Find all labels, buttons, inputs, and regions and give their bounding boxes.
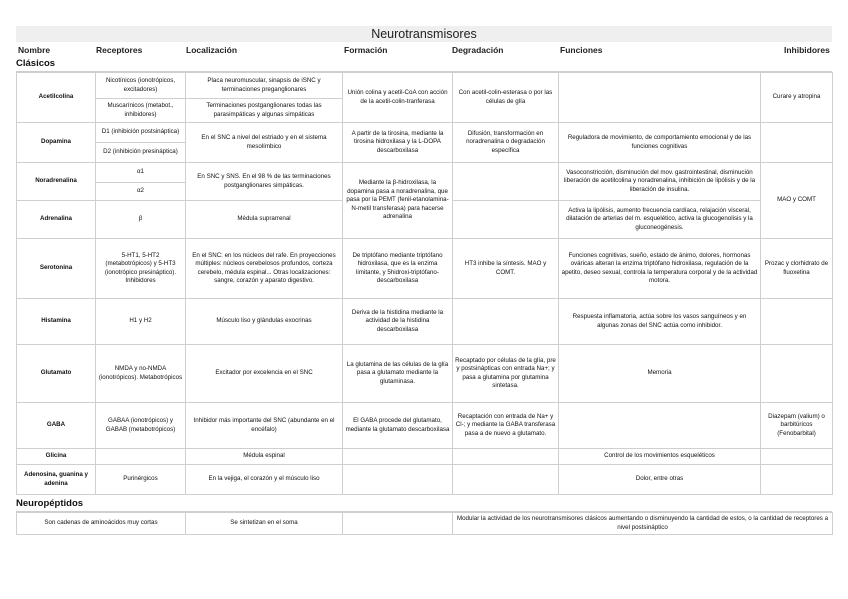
table-row [17, 239, 833, 299]
table-cell[interactable]: Inhibidor más importante del SNC (abundante en el encéfalo) [186, 403, 343, 449]
table-cell[interactable]: Unión colina y acetil-CoA con acción de la acetil-colin-tranferasa [343, 73, 453, 123]
header-degradacion: Degradación [452, 45, 504, 55]
table-cell[interactable]: α2 [96, 183, 186, 201]
table-cell[interactable]: Terminaciones postganglionares todas las parasimpáticas y algunas simpáticas [186, 99, 343, 123]
clasicos-table [16, 72, 833, 495]
table-cell[interactable]: Activa la lipólisis, aumento frecuencia cardíaca, relajación visceral, dilatación de arterias del m. esquelético, activa la glucogenolisis y la gluconeogénesis. [559, 201, 761, 239]
table-cell[interactable]: Recaptado por células de la glía, pre y postsinápticas con entrada Na+; y pasa a glutamina por glutamina sintetasa. [453, 345, 559, 403]
table-cell[interactable] [761, 299, 833, 345]
table-cell[interactable]: Prozac y clorhidrato de fluoxetina [761, 239, 833, 299]
table-row [17, 449, 833, 465]
table-cell[interactable]: Mediante la β-hidroxilasa, la dopamina pasa a noradrenalina, que pasa por la PEMT (fenil-etanolamina-N-metil transferasa) para hacerse adrenalina [343, 163, 453, 239]
table-row [17, 345, 833, 403]
table-cell[interactable] [761, 465, 833, 495]
table-cell[interactable]: El GABA procede del glutamato, mediante la glutamato descarboxilasa [343, 403, 453, 449]
header-formacion: Formación [344, 45, 388, 55]
table-cell[interactable]: D1 (inhibición postsináptica) [96, 123, 186, 143]
table-cell[interactable]: HT3 inhibe la síntesis. MAO y COMT. [453, 239, 559, 299]
table-cell[interactable]: En el SNC a nivel del estriado y en el sistema mesolímbico [186, 123, 343, 163]
table-cell[interactable]: En el SNC: en los núcleos del rafe. En proyecciones múltiples: núcleos cerebelosos profundos, corteza cerebelo, médula espinal... Otras localizaciones: sangre, corazón y aparato digestivo. [186, 239, 343, 299]
table-cell[interactable] [761, 123, 833, 163]
table-cell[interactable]: Deriva de la histidina mediante la actividad de la histidina descarboxilasa [343, 299, 453, 345]
table-cell[interactable]: Placa neuromuscular, sinapsis de iSNC y terminaciones preganglionares [186, 73, 343, 99]
header-nombre: Nombre [18, 45, 51, 55]
table-cell[interactable] [761, 345, 833, 403]
table-cell[interactable]: NMDA y no-NMDA (ionotrópicos). Metabotrópicos [96, 345, 186, 403]
table-row [17, 163, 833, 183]
table-cell[interactable]: Memoria [559, 345, 761, 403]
table-title: Neurotransmisores [16, 26, 832, 42]
table-cell[interactable] [453, 465, 559, 495]
table-cell[interactable]: A partir de la tirosina, mediante la tirosina hidroxilasa y la L-DOPA descarboxilasa [343, 123, 453, 163]
table-cell[interactable]: Vasoconstricción, disminución del mov. gastrointestinal, disminución liberación de acetilcolina y noradrenalina, inhibición de lipólisis y de la liberación de insulina. [559, 163, 761, 201]
table-cell[interactable]: Músculo liso y glándulas exocrinas [186, 299, 343, 345]
table-row [17, 403, 833, 449]
table-cell[interactable]: D2 (inhibición presináptica) [96, 143, 186, 163]
table-cell[interactable] [453, 449, 559, 465]
header-receptores: Receptores [96, 45, 143, 55]
table-cell[interactable] [96, 449, 186, 465]
table-row [17, 465, 833, 495]
row-name-noradrenalina[interactable]: Noradrenalina [17, 163, 96, 201]
row-name-gaba[interactable]: GABA [17, 403, 96, 449]
table-cell[interactable] [453, 201, 559, 239]
table-cell[interactable]: Funciones cognitivas, sueño, estado de ánimo, dolores, hormonas ováricas alteran la enzima triptófano hidroxilasa, regulación de la apetito, deseo sexual, controla la temperatura corporal y de la actividad motora. [559, 239, 761, 299]
table-cell[interactable]: Se sintetizan en el soma [186, 513, 343, 535]
spreadsheet [16, 26, 832, 535]
row-name-acetilcolina[interactable]: Acetilcolina [17, 73, 96, 123]
table-cell[interactable]: En la vejiga, el corazón y el músculo liso [186, 465, 343, 495]
table-cell[interactable]: Nicotínicos (ionotrópicos, excitadores) [96, 73, 186, 99]
table-cell[interactable]: Médula suprarrenal [186, 201, 343, 239]
table-cell[interactable]: La glutamina de las células de la glía pasa a glutamato mediante la glutaminasa. [343, 345, 453, 403]
table-cell[interactable]: β [96, 201, 186, 239]
table-cell[interactable]: H1 y H2 [96, 299, 186, 345]
table-row [17, 299, 833, 345]
table-cell[interactable]: Reguladora de movimiento, de comportamiento emocional y de las funciones cognitivas [559, 123, 761, 163]
table-cell[interactable] [559, 403, 761, 449]
table-cell[interactable] [343, 449, 453, 465]
row-name-adrenalina[interactable]: Adrenalina [17, 201, 96, 239]
table-cell[interactable] [453, 163, 559, 201]
table-cell[interactable]: En SNC y SNS. En el 98 % de las terminaciones postganglionares simpáticas. [186, 163, 343, 201]
table-cell[interactable]: Médula espinal [186, 449, 343, 465]
table-cell[interactable]: Curare y atropina [761, 73, 833, 123]
row-name-serotonina[interactable]: Serotonina [17, 239, 96, 299]
table-cell[interactable]: De triptófano mediante triptófano hidroxilasa, que es la enzima limitante, y 5hidroxi-triptófano-descarboxilasa [343, 239, 453, 299]
table-cell[interactable]: Modular la actividad de los neurotransmisores clásicos aumentando o disminuyendo la cantidad de estos, o la cantidad de receptores a nivel postsináptico [453, 513, 833, 535]
table-row [17, 73, 833, 99]
table-cell[interactable] [761, 449, 833, 465]
table-cell[interactable] [343, 513, 453, 535]
table-cell[interactable]: Purinérgicos [96, 465, 186, 495]
table-cell[interactable]: Son cadenas de aminoácidos muy cortas [17, 513, 186, 535]
table-cell[interactable]: α1 [96, 163, 186, 183]
table-cell[interactable]: MAO y COMT [761, 163, 833, 239]
header-row [16, 42, 832, 57]
row-name-adenosina[interactable]: Adenosina, guanina y adenina [17, 465, 96, 495]
table-cell[interactable]: Difusión, transformación en noradrenalina o degradación específica [453, 123, 559, 163]
row-name-glicina[interactable]: Glicina [17, 449, 96, 465]
table-cell[interactable]: Recaptación con entrada de Na+ y Cl-; y mediante la GABA transferasa pasa a de nuevo a glutamato. [453, 403, 559, 449]
table-row [17, 513, 833, 535]
table-cell[interactable] [453, 299, 559, 345]
section-clasicos: Clásicos [16, 57, 832, 72]
row-name-dopamina[interactable]: Dopamina [17, 123, 96, 163]
table-cell[interactable]: Respuesta inflamatoria, actúa sobre los vasos sanguíneos y en algunas zonas del SNC actúa como inhibidor. [559, 299, 761, 345]
row-name-histamina[interactable]: Histamina [17, 299, 96, 345]
table-cell[interactable] [343, 465, 453, 495]
row-name-glutamato[interactable]: Glutamato [17, 345, 96, 403]
header-localizacion: Localización [186, 45, 238, 55]
header-inhibidores: Inhibidores [784, 45, 830, 55]
table-cell[interactable] [559, 73, 761, 123]
table-cell[interactable]: 5-HT1, 5-HT2 (metabotrópicos) y 5-HT3 (ionotrópico presináptico). Inhibidores [96, 239, 186, 299]
section-neuropeptidos: Neuropéptidos [16, 497, 832, 512]
table-cell[interactable]: Muscarínicos (metabot., inhibidores) [96, 99, 186, 123]
table-cell[interactable]: Con acetil-colin-esterasa o por las células de glía [453, 73, 559, 123]
table-cell[interactable]: Control de los movimientos esqueléticos [559, 449, 761, 465]
table-cell[interactable]: Excitador por excelencia en el SNC [186, 345, 343, 403]
neuropeptidos-table [16, 512, 833, 535]
table-row [17, 123, 833, 143]
header-funciones: Funciones [560, 45, 603, 55]
table-cell[interactable]: GABAA (ionotrópicos) y GABAB (metabotrópicos) [96, 403, 186, 449]
table-cell[interactable]: Dolor, entre otras [559, 465, 761, 495]
table-cell[interactable]: Diazepam (valium) o barbitúricos (Fenobarbital) [761, 403, 833, 449]
